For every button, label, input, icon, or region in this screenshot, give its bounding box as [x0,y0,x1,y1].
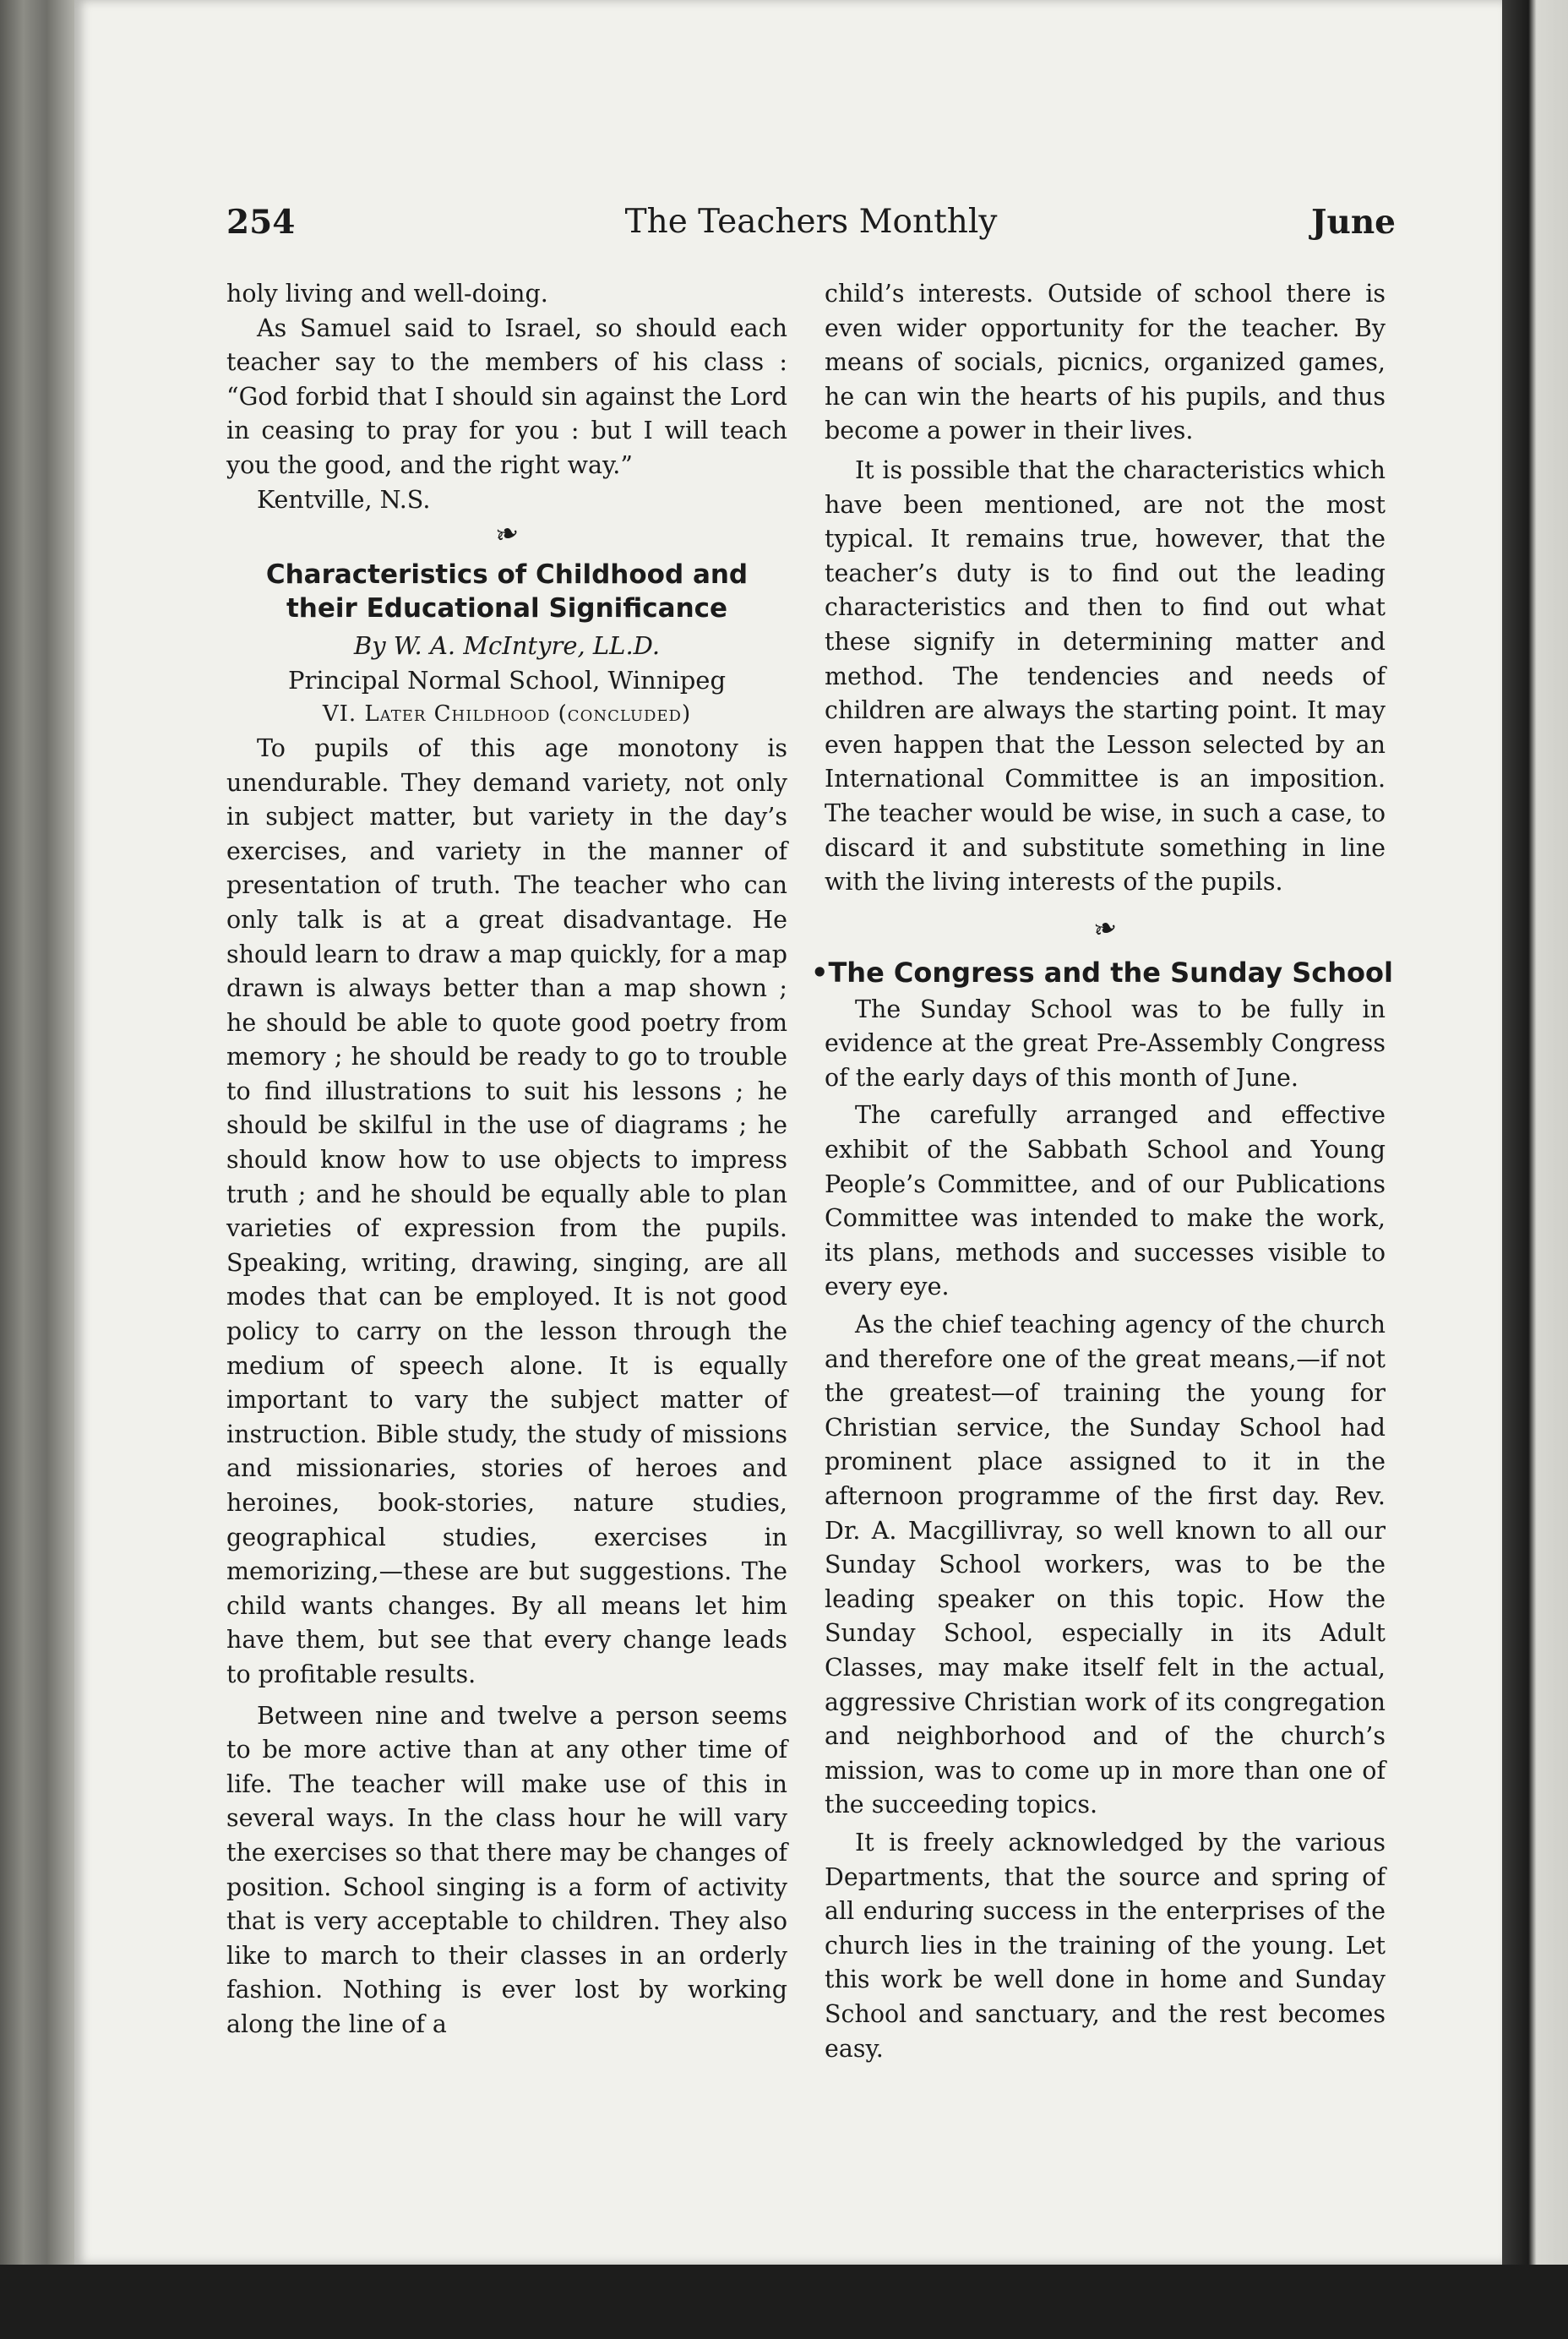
paragraph: child’s interests. Outside of school there is even wider opportunity for the teacher. By means of socials, picnics, organized games, he can win the hearts of his pupils, and thus become a power in their lives. [825,280,1386,445]
leaf-ornament-icon: ❧ [491,515,523,554]
paragraph: The carefully arranged and effective exhibit of the Sabbath School and Young People’s Committee, and of our Publications Committee was intended to make the work, its plans, methods and successes visible to every eye. [825,1101,1386,1301]
scan-bottom-border [0,2265,1568,2339]
paragraph: As Samuel said to Israel, so should each teacher say to the members of his class : “God forbid that I should sin against the Lord in ceasing to pray for you : but I will teach you the good, and the right way.” [226,314,787,479]
left-column [226,277,787,2042]
article-title: Characteristics of Childhood and their Educational Significance [265,559,749,624]
issue-month: June [1311,203,1396,242]
paragraph: Between nine and twelve a person seems to be more active than at any other time of life. The teacher will make use of this in several ways. In the class hour he will vary the exercises so that there may be changes of position. School singing is a form of activity that is very acceptable to children. They also like to march to their classes in an orderly fashion. Nothing is ever lost by working along the line of a [226,1701,787,2038]
paragraph: As the chief teaching agency of the church and therefore one of the great means,—if not the greatest—of training the young for Christian service, the Sunday School had prominent place assigned to it in the afternoon programme of the first day. Rev. Dr. A. Macgillivray, so well known to all our Sunday School workers, was to be the leading speaker on this topic. How the Sunday School, especially in its Adult Classes, may make itself felt in the actual, aggressive Christian work of its congregation and neighborhood and of the church’s mission, was to come up in more than one of the succeeding topics. [825,1311,1386,1819]
author-affiliation: Principal Normal School, Winnipeg [287,665,727,695]
section-heading: VI. Later Childhood (concluded) [322,701,692,728]
paragraph: The Sunday School was to be fully in evidence at the great Pre-Assembly Congress of the early days of this month of June. [825,995,1386,1092]
facing-page-edge [1502,0,1568,2339]
page-header [226,203,1396,254]
leaf-ornament-icon: ❧ [1089,908,1121,948]
article-title: •The Congress and the Sunday School [811,956,1393,989]
right-column [811,277,1393,2066]
paragraph: It is freely acknowledged by the various Departments, that the source and spring of all enduring success in the enterprises of the church lies in the training of the young. Let this work be well done in home and Sunday School and sanctuary, and the rest becomes easy. [825,1828,1386,2063]
paragraph: holy living and well-doing. [226,280,548,308]
paragraph: It is possible that the characteristics which have been mentioned, are not the most typical. It remains true, however, that the teacher’s duty is to find out the leading characteristics and then to find out what these signify in determining matter and method. The tendencies and needs of children are always the starting point. It may even happen that the Lesson selected by an International Committee is an imposition. The teacher would be wise, in such a case, to discard it and substitute something in line with the living interests of the pupils. [825,455,1386,897]
running-title: The Teachers Monthly [624,203,998,241]
signoff: Kentville, N.S. [257,485,431,514]
page-number: 254 [226,203,296,242]
article-byline: By W. A. McIntyre, LL.D. [353,631,661,661]
book-binding-edge [0,0,78,2339]
paragraph: To pupils of this age monotony is unendurable. They demand variety, not only in subject matter, but variety in the day’s exercises, and variety in the manner of presentation of truth. The teacher who can only talk is at a great disadvantage. He should learn to draw a map quickly, for a map drawn is always better than a map shown ; he should be able to quote good poetry from memory ; he should be ready to go to trouble to find illustrations to suit his lessons ; he should be skilful in the use of diagrams ; he should know how to use objects to impress truth ; and he should be equally able to plan varieties of expression from the pupils. Speaking, writing, drawing, singing, are all modes that can be employed. It is not good policy to carry on the lesson through the medium of speech alone. It is equally important to vary the subject matter of instruction. Bible study, the study of missions and missionaries, stories of heroes and heroines, book-stories, nature studies, geographical studies, exercises in memorizing,—these are but suggestions. The child wants changes. By all means let him have them, but see that every change leads to profitable results. [226,733,787,1688]
